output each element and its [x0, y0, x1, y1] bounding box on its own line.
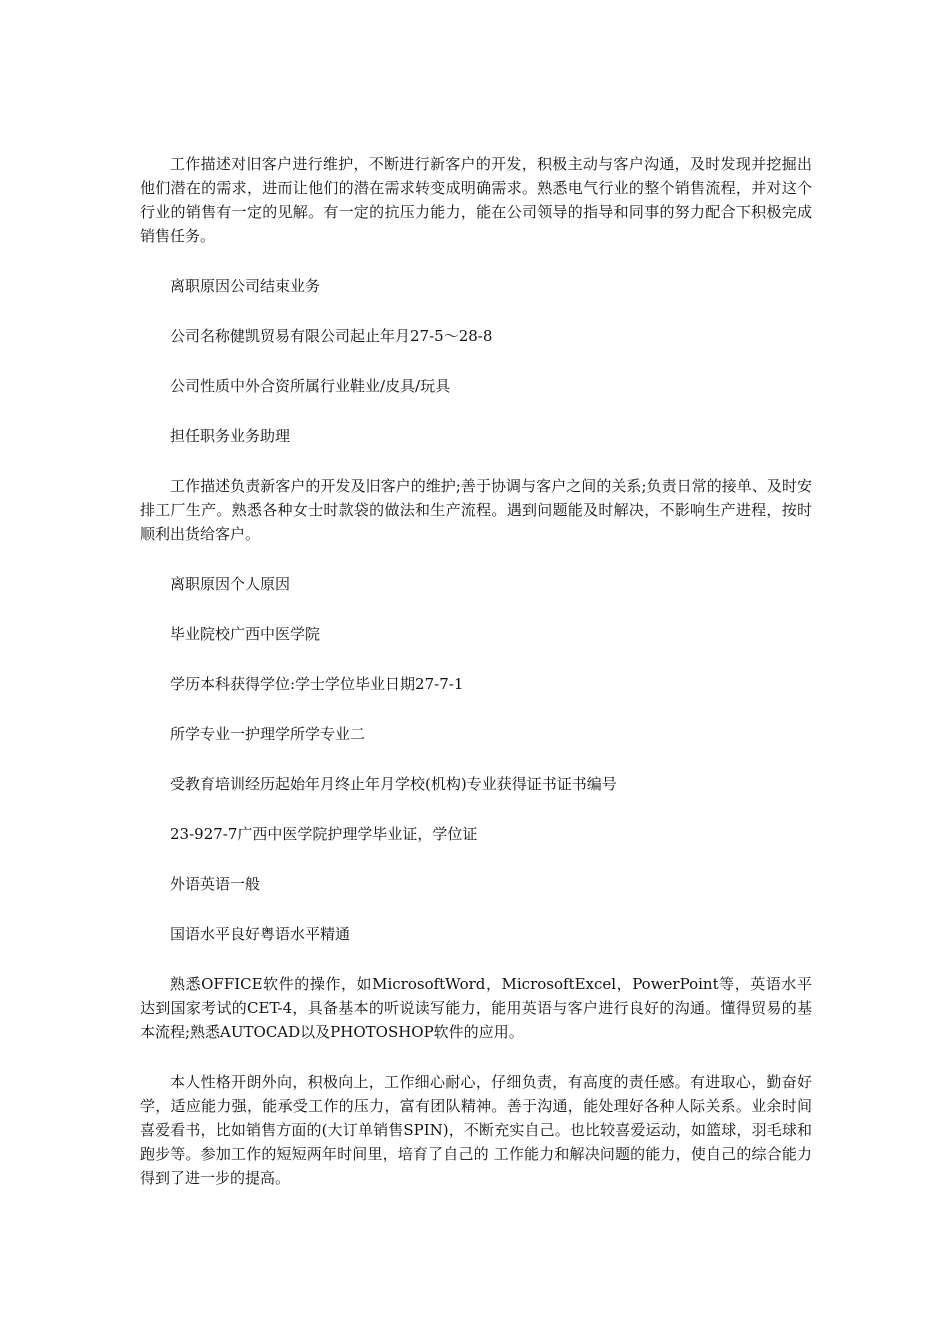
- paragraph-skills: 熟悉OFFICE软件的操作，如MicrosoftWord，MicrosoftExcel，PowerPoint等，英语水平达到国家考试的CET-4，具备基本的听说读写能力，能用英语与客户进行良好的沟通。懂得贸易的基本流程;熟悉AUTOCAD以及PHOTOSHOP软件的应用。: [140, 975, 812, 1041]
- paragraph-leave-reason-2: 离职原因个人原因: [170, 575, 291, 593]
- paragraph-major: 所学专业一护理学所学专业二: [170, 725, 366, 743]
- paragraph-work-description-1: 工作描述对旧客户进行维护，不断进行新客户的开发，积极主动与客户沟通，及时发现并挖掘出他们潜在的需求，进而让他们的潜在需求转变成明确需求。熟悉电气行业的整个销售流程，并对这个行业的销售有一定的见解。有一定的抗压力能力，能在公司领导的指导和同事的努力配合下积极完成销售任务。: [140, 155, 812, 245]
- paragraph-foreign-language: 外语英语一般: [170, 875, 261, 893]
- paragraph-leave-reason-1: 离职原因公司结束业务: [170, 277, 321, 295]
- paragraph-company-name: 公司名称健凯贸易有限公司起止年月27-5～28-8: [170, 327, 493, 345]
- paragraph-self-evaluation: 本人性格开朗外向，积极向上，工作细心耐心，仔细负责，有高度的责任感。有进取心，勤奋好学，适应能力强，能承受工作的压力，富有团队精神。善于沟通，能处理好各种人际关系。业余时间喜爱看书，比如销售方面的(大订单销售SPIN)，不断充实自己。也比较喜爱运动，如篮球，羽毛球和跑步等。参加工作的短短两年时间里，培育了自己的 工作能力和解决问题的能力，使自己的综合能力得到了进一步的提高。: [140, 1073, 812, 1187]
- paragraph-education-entry: 23-927-7广西中医学院护理学毕业证，学位证: [170, 825, 478, 843]
- paragraph-work-description-2: 工作描述负责新客户的开发及旧客户的维护;善于协调与客户之间的关系;负责日常的接单、及时安排工厂生产。熟悉各种女士时款袋的做法和生产流程。遇到问题能及时解决，不影响生产进程，按时顺利出货给客户。: [140, 477, 812, 543]
- paragraph-company-nature: 公司性质中外合资所属行业鞋业/皮具/玩具: [170, 377, 451, 395]
- document-body: [140, 152, 812, 1216]
- paragraph-education-header: 受教育培训经历起始年月终止年月学校(机构)专业获得证书证书编号: [170, 775, 617, 793]
- paragraph-school: 毕业院校广西中医学院: [170, 625, 321, 643]
- paragraph-dialect-level: 国语水平良好粤语水平精通: [170, 925, 351, 943]
- paragraph-degree: 学历本科获得学位:学士学位毕业日期27-7-1: [170, 675, 464, 693]
- paragraph-position: 担任职务业务助理: [170, 427, 291, 445]
